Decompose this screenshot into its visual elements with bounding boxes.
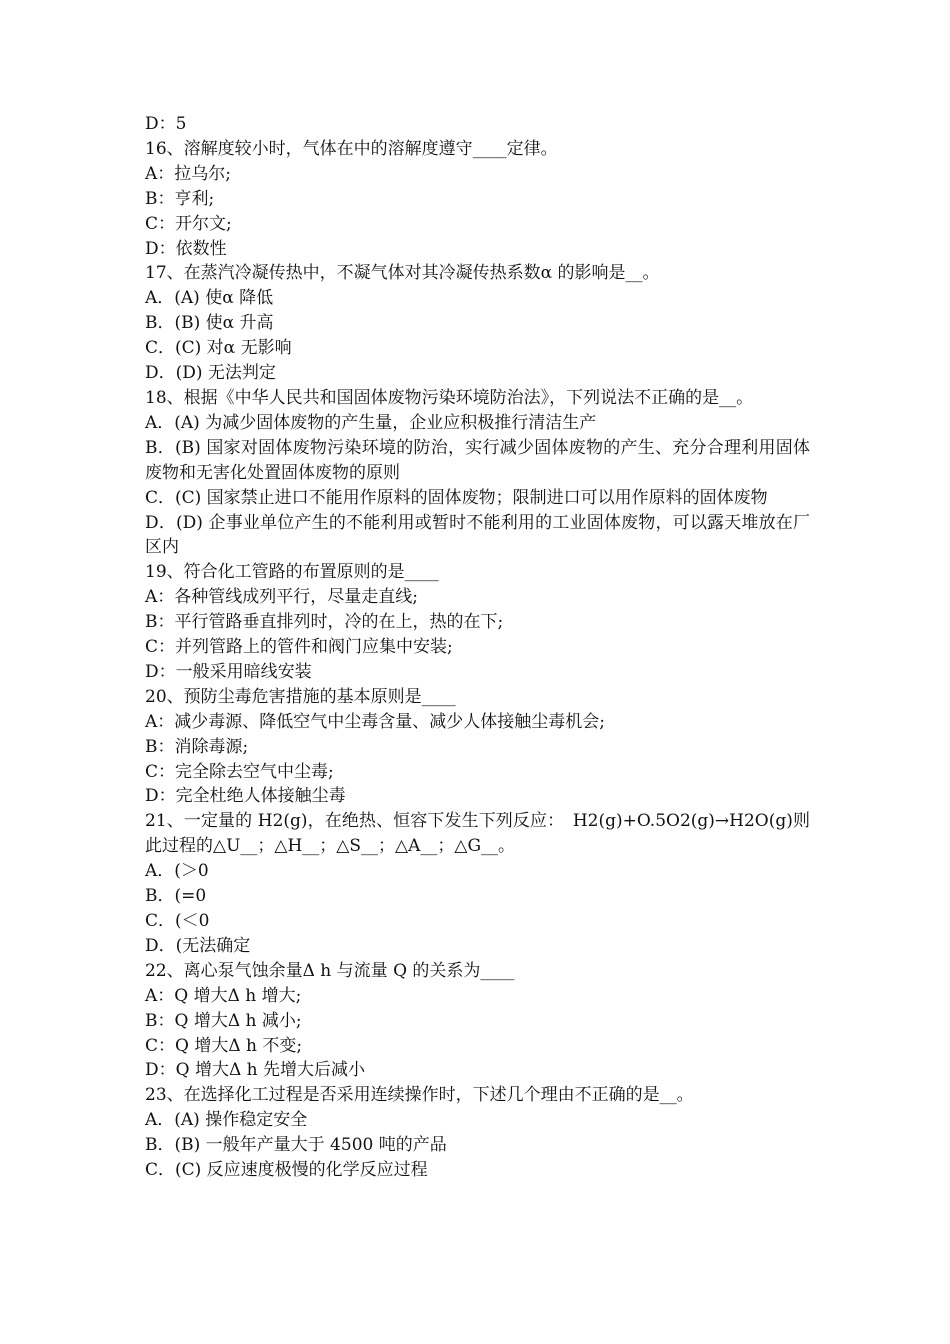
option-line: C．(＜0 [145,911,210,931]
option-line: C：Q 增大Δ h 不变; [145,1035,303,1056]
option-line: B．(B) 一般年产量大于 4500 吨的产品 [145,1135,447,1156]
option-line: A．(A) 为减少固体废物的产生量，企业应积极推行清洁生产 [145,412,597,433]
option-line: A．(＞0 [145,861,209,882]
option-line: D：完全杜绝人体接触尘毒 [145,786,346,807]
option-line: B：消除毒源; [145,736,249,757]
option-line: A：Q 增大Δ h 增大; [145,985,302,1006]
option-line: C．(C) 国家禁止进口不能用作原料的固体废物；限制进口可以用作原料的固体废物 [145,487,768,508]
option-line: D：5 [145,114,187,134]
option-line: D．(无法确定 [145,935,251,956]
question-16: 16、溶解度较小时，气体在中的溶解度遵守____定律。 [145,138,558,159]
question-18: 18、根据《中华人民共和国固体废物污染环境防治法》，下列说法不正确的是__。 [145,387,754,408]
option-line: D：一般采用暗线安装 [145,661,312,682]
option-line: B．(=0 [145,886,207,907]
question-22: 22、离心泵气蚀余量Δ h 与流量 Q 的关系为____ [145,960,515,981]
option-line: A：各种管线成列平行，尽量走直线; [145,587,419,608]
option-line: D：Q 增大Δ h 先增大后减小 [145,1060,366,1081]
option-line: B：Q 增大Δ h 减小; [145,1010,302,1031]
option-line: B．(B) 使α 升高 [145,313,274,334]
option-line: A：减少毒源、降低空气中尘毒含量、减少人体接触尘毒机会; [145,711,606,732]
option-line: B：平行管路垂直排列时，冷的在上，热的在下; [145,612,504,633]
question-17: 17、在蒸汽冷凝传热中，不凝气体对其冷凝传热系数α 的影响是__。 [145,263,660,284]
option-line: B：亨利; [145,188,215,209]
question-23: 23、在选择化工过程是否采用连续操作时，下述几个理由不正确的是__。 [145,1085,694,1106]
option-line: C．(C) 对α 无影响 [145,338,292,359]
question-20: 20、预防尘毒危害措施的基本原则是____ [145,686,456,707]
option-line: A：拉乌尔; [145,163,232,184]
option-line: C：开尔文; [145,213,232,234]
option-line: C．(C) 反应速度极慢的化学反应过程 [145,1160,428,1181]
option-line: A．(A) 使α 降低 [145,288,274,309]
option-line: C：并列管路上的管件和阀门应集中安装; [145,637,453,658]
option-line: B．(B) 国家对固体废物污染环境的防治，实行减少固体废物的产生、充分合理利用固体废物和无害化处置固体废物的原则 [145,437,810,483]
option-line: C：完全除去空气中尘毒; [145,761,334,782]
question-19: 19、符合化工管路的布置原则的是____ [145,562,439,583]
option-line: D．(D) 无法判定 [145,363,276,384]
option-line: A．(A) 操作稳定安全 [145,1110,308,1131]
option-line: D：依数性 [145,238,227,259]
document-body [145,112,810,1183]
option-line: D．(D) 企事业单位产生的不能利用或暂时不能利用的工业固体废物，可以露天堆放在厂区内 [145,512,810,558]
question-21: 21、一定量的 H2(g)，在绝热、恒容下发生下列反应： H2(g)+O.5O2(g)→H2O(g)则此过程的△U__；△H__；△S__；△A__；△G__。 [145,811,810,857]
